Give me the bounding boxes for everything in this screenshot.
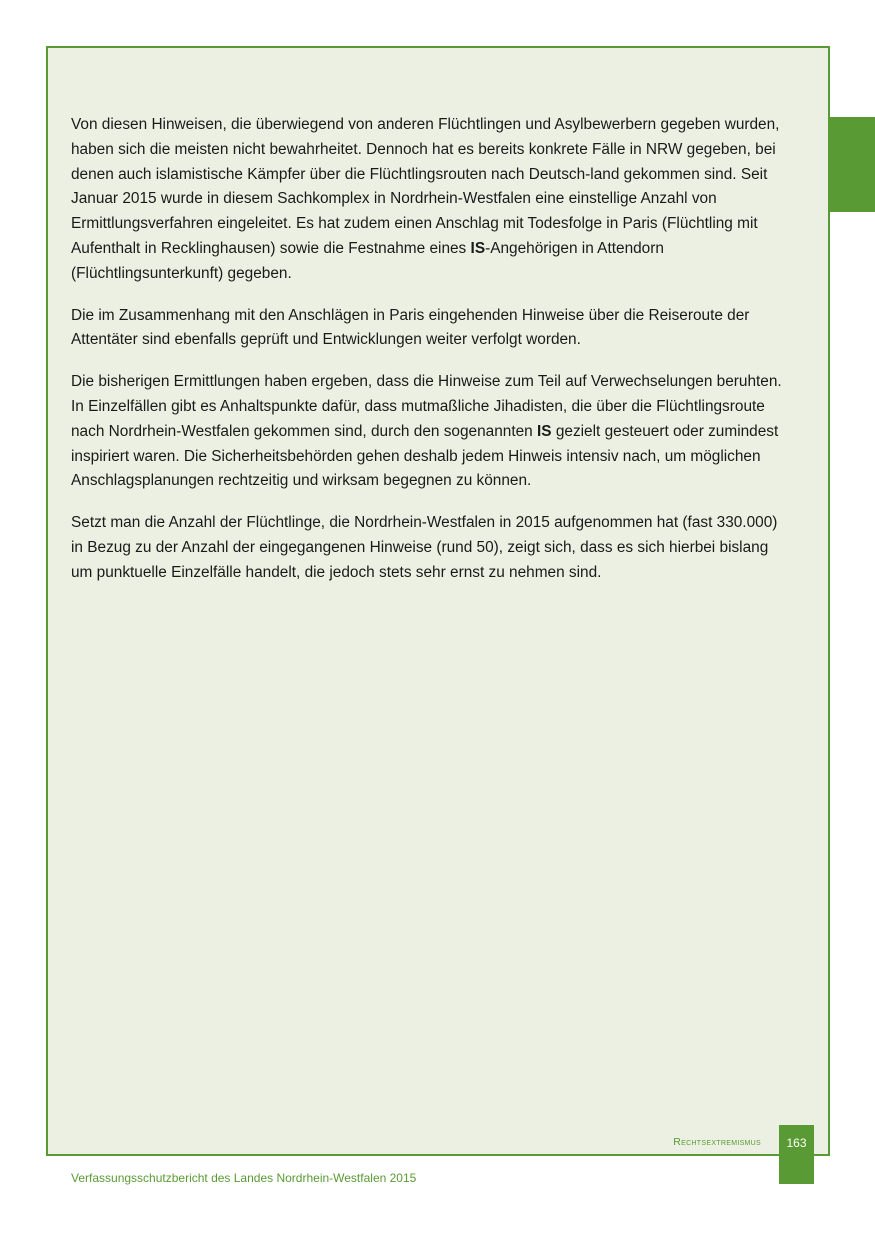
paragraph-2-text: Die im Zusammenhang mit den Anschlägen in Paris eingehenden Hinweise über die Reiseroute der Attentäter sind ebenfalls geprüft und Entwicklungen weiter verfolgt worden.	[71, 306, 750, 349]
paragraph-4-text: Setzt man die Anzahl der Flüchtlinge, die Nordrhein-Westfalen in 2015 aufgenommen hat (fast 330.000) in Bezug zu der Anzahl der eingegangenen Hinweise (rund 50), zeigt sich, dass es sich hierbei bislang um punktuelle Einzelfälle handelt, die jedoch stets sehr ernst zu nehmen sind.	[71, 514, 778, 581]
paragraph-1-text-b: -Angehörigen in Attendorn (Flüchtlingsunterkunft) gegeben.	[71, 239, 664, 282]
body-text	[71, 113, 791, 603]
paragraph-2	[71, 304, 791, 354]
paragraph-3-is-abbrev: IS	[537, 422, 552, 440]
chapter-tab-marker	[828, 117, 875, 212]
paragraph-1-is-abbrev: IS	[470, 239, 486, 257]
page-number: 163	[786, 1136, 807, 1150]
paragraph-1	[71, 113, 791, 287]
paragraph-4	[71, 511, 791, 585]
paragraph-3-text-a: Die bisherigen Ermittlungen haben ergeben, dass die Hinweise zum Teil auf Verwechselungen beruhten. In Einzelfällen gibt es Anhaltspunkte dafür, dass mutmaßliche Jihadisten, die über die Flüchtlingsroute nach Nordrhein-Westfalen gekommen sind, durch den sogenannten	[71, 373, 782, 440]
paragraph-3-text-b: gezielt gesteuert oder zumindest inspiriert waren. Die Sicherheitsbehörden gehen deshalb jedem Hinweis intensiv nach, um möglichen Anschlagsplanungen rechtzeitig und wirksam begegnen zu können.	[71, 422, 779, 490]
paragraph-1-text-a: Von diesen Hinweisen, die überwiegend von anderen Flüchtlingen und Asylbewerbern gegeben wurden, haben sich die meisten nicht bewahrheitet. Dennoch hat es bereits konkrete Fälle in NRW gegeben, bei denen auch islamistische Kämpfer über die Flüchtlingsrouten nach Deutsch-land gekommen sind. Seit Januar 2015 wurde in diesem Sachkomplex in Nordrhein-Westfalen eine einstellige Anzahl von Ermittlungsverfahren eingeleitet. Es hat zudem einen Anschlag mit Todesfolge in Paris (Flüchtling mit Aufenthalt in Recklinghausen) sowie die Festnahme eines	[71, 116, 780, 257]
paragraph-3	[71, 370, 791, 494]
section-label: Rechtsextremismus	[673, 1136, 761, 1148]
publication-footer: Verfassungsschutzbericht des Landes Nordrhein-Westfalen 2015	[71, 1171, 417, 1185]
page-number-box	[779, 1125, 814, 1184]
